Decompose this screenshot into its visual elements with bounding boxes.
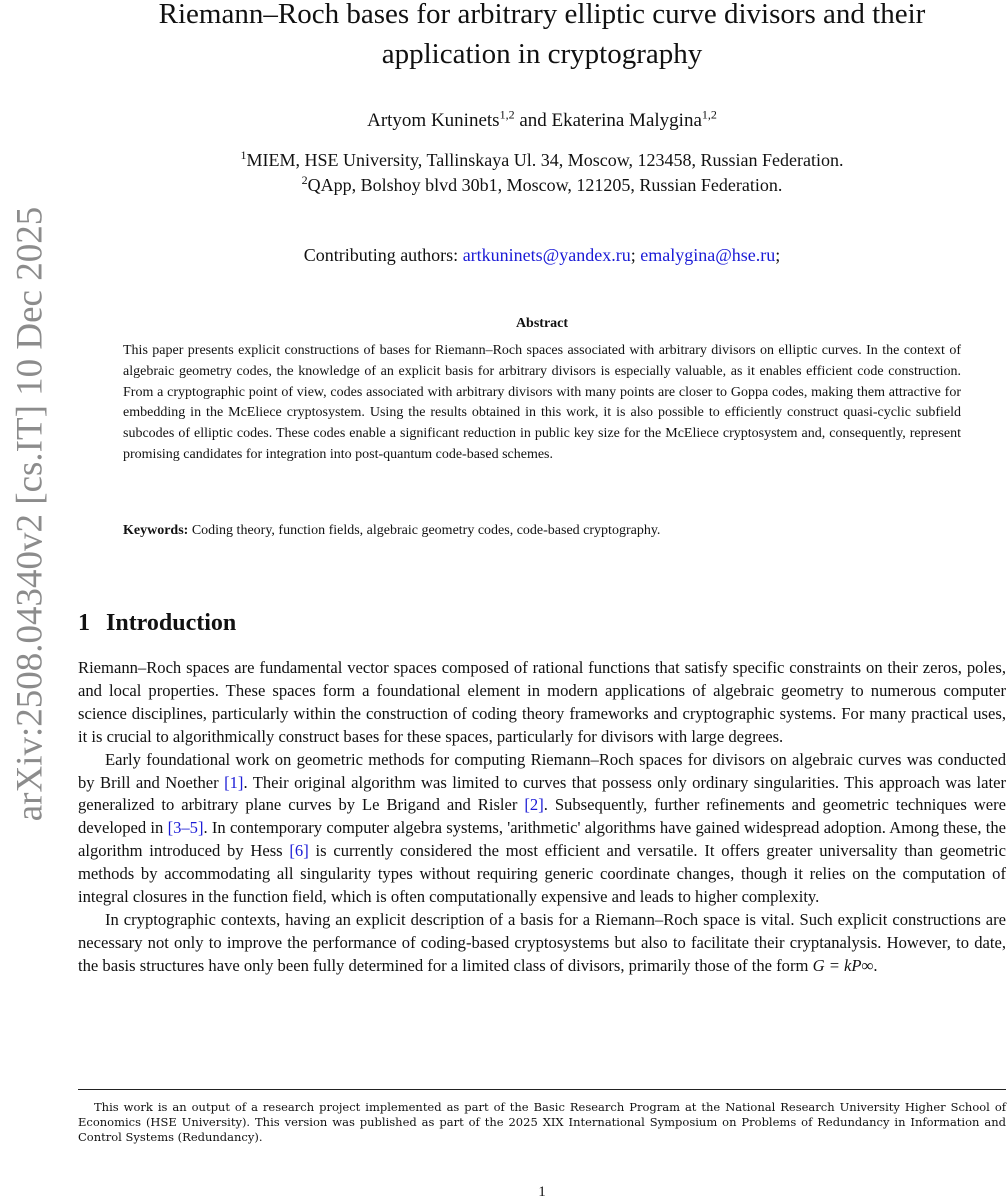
affiliation-marker: 1,2	[499, 107, 515, 122]
section-number: 1	[78, 610, 90, 636]
citation-link[interactable]: [3–5]	[167, 818, 204, 838]
footnote-divider	[78, 1089, 1006, 1090]
email-terminator: ;	[775, 245, 781, 265]
contributing-label: Contributing authors:	[303, 245, 463, 265]
author-connector: and	[514, 110, 552, 131]
introduction-body	[78, 657, 1006, 978]
author-name: Ekaterina Malygina	[551, 110, 702, 131]
affiliation-text: QApp, Bolshoy blvd 30b1, Moscow, 121205, Russian Federation.	[307, 175, 783, 195]
paragraph-text: . Subsequently, further refinements and geometric techniques were developed in	[78, 795, 1006, 838]
paragraph-text: . In contemporary computer algebra systems, 'arithmetic' algorithms have gained widespread adoption. Among these, the algorithm introduced by Hess	[78, 818, 1006, 861]
citation-link[interactable]: [6]	[289, 841, 309, 861]
abstract-text: This paper presents explicit constructions of bases for Riemann–Roch spaces associated with arbitrary divisors on elliptic curves. In the context of algebraic geometry codes, the knowledge of an explicit basis for arbitrary divisors is especially valuable, as it enables efficient code construction. From a cryptographic point of view, codes associated with arbitrary divisors with many points are closer to Goppa codes, making them attractive for embedding in the McEliece cryptosystem. Using the results obtained in this work, it is also possible to efficiently construct quasi-cyclic subfield subcodes of elliptic codes. These codes enable a significant reduction in public key size for the McEliece cryptosystem and, consequently, represent promising candidates for integration into post-quantum code-based schemes.	[123, 343, 961, 462]
paragraph-text: In cryptographic contexts, having an explicit description of a basis for a Riemann–Roch space is vital. Such explicit constructions are necessary not only to improve the performance of coding-based cryptosystems but also to facilitate their cryptanalysis. However, to date, the basis structures have only been fully determined for a limited class of divisors, primarily those of the form	[78, 909, 1006, 975]
contributing-authors	[90, 245, 994, 266]
email-separator: ;	[630, 245, 641, 265]
paragraph	[78, 909, 1006, 978]
affiliation-number: 2	[301, 173, 308, 187]
section-title: Introduction	[106, 610, 237, 636]
affiliation-number: 1	[240, 148, 247, 162]
email-link[interactable]: emalygina@hse.ru	[640, 245, 776, 265]
title-line-2: application in cryptography	[381, 38, 703, 70]
affiliation-marker: 1,2	[701, 107, 717, 122]
keywords	[123, 523, 961, 539]
section-heading	[78, 610, 236, 637]
keywords-label: Keywords:	[123, 523, 189, 538]
author-name: Artyom Kuninets	[367, 110, 500, 131]
affiliation-2	[90, 175, 994, 196]
paragraph	[78, 749, 1006, 909]
arxiv-identifier: arXiv:2508.04340v2 [cs.IT] 10 Dec 2025	[9, 206, 51, 822]
paragraph-text: Early foundational work on geometric methods for computing Riemann–Roch spaces for divisors on algebraic curves was conducted by Brill and Noether	[78, 749, 1006, 792]
math-expression: G = kP∞	[812, 955, 874, 975]
footnote: This work is an output of a research project implemented as part of the Basic Research Program at the National Research University Higher School of Economics (HSE University). This version was published as part of the 2025 XIX International Symposium on Problems of Redundancy in Information and Control Systems (Redundancy).	[78, 1100, 1006, 1144]
affiliation-text: MIEM, HSE University, Tallinskaya Ul. 34, Moscow, 123458, Russian Federation.	[246, 150, 844, 170]
paragraph-text: .	[873, 955, 878, 975]
author-list	[90, 107, 994, 132]
page-number: 1	[538, 1184, 546, 1200]
email-link[interactable]: artkuninets@yandex.ru	[462, 245, 631, 265]
keywords-text: Coding theory, function fields, algebraic geometry codes, code-based cryptography.	[188, 523, 661, 538]
affiliation-1	[90, 150, 994, 171]
paragraph-text: . Their original algorithm was limited to curves that possess only ordinary singularities. This approach was later generalized to arbitrary plane curves by Le Brigand and Risler	[78, 772, 1007, 815]
paragraph-text: is currently considered the most efficient and versatile. It offers greater universality than geometric methods by accommodating all singularity types without requiring generic coordinate changes, though it relies on the computation of integral closures in the function field, which is often computationally expensive and leads to higher complexity.	[78, 841, 1006, 907]
citation-link[interactable]: [1]	[224, 772, 244, 792]
abstract-heading: Abstract	[515, 316, 569, 331]
paragraph: Riemann–Roch spaces are fundamental vector spaces composed of rational functions that satisfy specific constraints on their zeros, poles, and local properties. These spaces form a foundational element in modern applications of algebraic geometry to numerous computer science disciplines, particularly within the construction of coding theory frameworks and cryptographic systems. For many practical uses, it is crucial to algorithmically construct bases for these spaces, particularly for divisors with large degrees.	[78, 658, 1006, 746]
paper-title	[90, 0, 994, 74]
citation-link[interactable]: [2]	[524, 795, 544, 815]
title-line-1: Riemann–Roch bases for arbitrary elliptic curve divisors and their	[158, 0, 926, 30]
